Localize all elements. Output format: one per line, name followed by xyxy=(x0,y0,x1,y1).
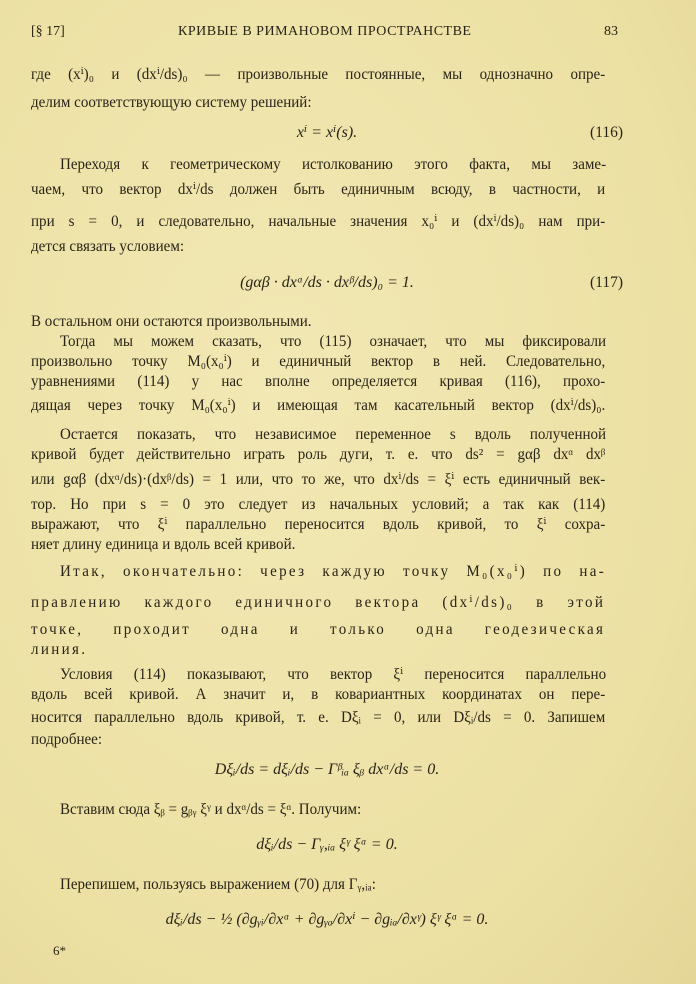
text-line: В остальном они остаются произвольными. xyxy=(31,313,312,330)
text-line: подробнее: xyxy=(31,731,103,748)
text-line: делим соответствующую систему решений: xyxy=(31,94,312,111)
text-line: при s = 0, и следовательно, начальные значения x₀ⁱ и (dxⁱ/ds)₀ нам при- xyxy=(31,213,606,230)
text-line: Вставим сюда ξᵦ = gᵦᵧ ξᵞ и dxᵅ/ds = ξᵅ. Получим: xyxy=(60,801,362,818)
text-line: вдоль всей кривой. А значит и, в ковариантных координатах он пере- xyxy=(31,686,606,703)
text-line: Условия (114) показывают, что вектор ξⁱ переносится параллельно xyxy=(60,666,607,683)
text-line: линия. xyxy=(31,641,88,658)
text-line: Остается показать, что независимое переменное s вдоль полученной xyxy=(60,426,607,443)
page-number: 83 xyxy=(604,24,618,39)
text-line: произвольно точку M₀(x₀ⁱ) и единичный вектор в ней. Следовательно, xyxy=(31,353,606,370)
text-line: Перепишем, пользуясь выражением (70) для Γᵧ,ᵢₐ: xyxy=(60,876,376,893)
equation-116: xⁱ = xⁱ(s). xyxy=(296,124,358,141)
text-line: где (xⁱ)₀ и (dxⁱ/ds)₀ — произвольные постоянные, мы однозначно опре- xyxy=(31,66,606,83)
text-line: Итак, окончательно: через каждую точку M₀(x₀ⁱ) по на- xyxy=(60,563,607,580)
text-line: дется связать условием: xyxy=(31,238,185,255)
section-number: [§ 17] xyxy=(31,24,65,39)
text-line: точке, проходит одна и только одна геодезическая xyxy=(31,621,606,638)
equation: dξᵢ/ds − ½ (∂gᵧᵢ/∂xᵅ + ∂gᵧₐ/∂xⁱ − ∂gᵢₐ/∂xᵞ) ξᵞ ξᵅ = 0. xyxy=(165,911,489,928)
text-line: дящая через точку M₀(x₀ⁱ) и имеющая там касательный вектор (dxⁱ/ds)₀. xyxy=(31,397,606,414)
text-line: или gαβ (dxᵅ/ds)·(dxᵝ/ds) = 1 или, что то же, что dxⁱ/ds = ξⁱ есть единичный век- xyxy=(31,471,606,488)
text-line: Переходя к геометрическому истолкованию этого факта, мы заме- xyxy=(60,156,607,173)
equation: dξᵢ/ds − Γᵧ,ᵢₐ ξᵞ ξᵅ = 0. xyxy=(256,836,398,853)
equation-117: (gαβ · dxᵅ/ds · dxᵝ/ds)₀ = 1. xyxy=(240,274,414,291)
text-line: няет длину единица и вдоль всей кривой. xyxy=(31,536,296,553)
running-title: КРИВЫЕ В РИМАНОВОМ ПРОСТРАНСТВЕ xyxy=(178,24,472,39)
text-line: тор. Но при s = 0 это следует из начальных условий; а так как (114) xyxy=(31,496,606,513)
text-line: кривой будет действительно играть роль дуги, т. е. что ds² = gαβ dxᵅ dxᵝ xyxy=(31,446,606,463)
text-line: Тогда мы можем сказать, что (115) означает, что мы фиксировали xyxy=(60,333,607,350)
text-line: уравнениями (114) у нас вполне определяется кривая (116), прохо- xyxy=(31,373,606,390)
equation-number: (116) xyxy=(590,124,623,141)
signature-mark: 6* xyxy=(53,943,66,958)
text-line: носится параллельно вдоль кривой, т. е. Dξᵢ = 0, или Dξᵢ/ds = 0. Запишем xyxy=(31,709,606,726)
equation: Dξᵢ/ds = dξᵢ/ds − Γᵝᵢₐ ξᵦ dxᵅ/ds = 0. xyxy=(214,761,440,778)
text-line: правлению каждого единичного вектора (dxⁱ/ds)₀ в этой xyxy=(31,594,606,611)
equation-number: (117) xyxy=(590,274,623,291)
text-line: выражают, что ξⁱ параллельно переносится вдоль кривой, то ξⁱ сохра- xyxy=(31,516,606,533)
text-line: чаем, что вектор dxⁱ/ds должен быть единичным всюду, в частности, и xyxy=(31,181,606,198)
